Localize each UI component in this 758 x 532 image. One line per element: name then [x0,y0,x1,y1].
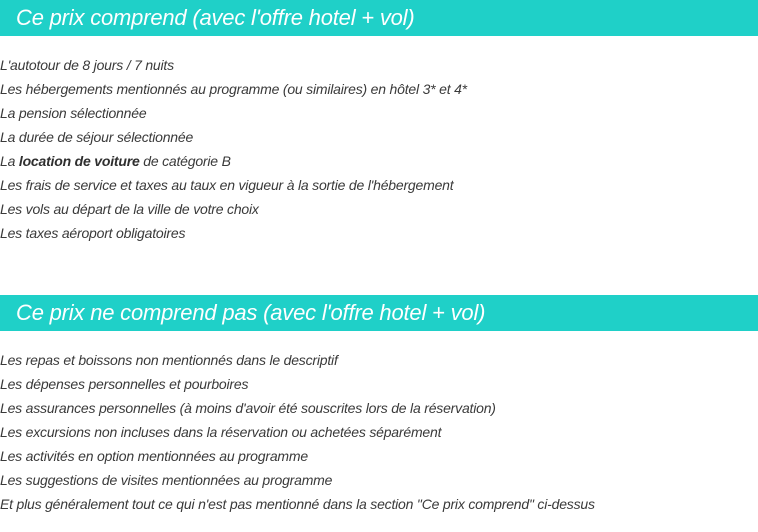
included-section-header [0,0,758,36]
list-item: Les excursions non incluses dans la réservation ou achetées séparément [0,424,442,440]
list-item: Les activités en option mentionnées au programme [0,448,308,464]
list-item: Les assurances personnelles (à moins d'avoir été souscrites lors de la réservation) [0,400,496,416]
list-item: La pension sélectionnée [0,105,147,121]
list-item: Les dépenses personnelles et pourboires [0,376,249,392]
excluded-list [0,348,595,516]
list-item: L'autotour de 8 jours / 7 nuits [0,57,174,73]
excluded-section-header [0,295,758,331]
list-item-car-rental [0,149,467,173]
list-item: Les hébergements mentionnés au programme (ou similaires) en hôtel 3* et 4* [0,81,467,97]
excluded-section-title: Ce prix ne comprend pas (avec l'offre hotel + vol) [16,300,486,325]
list-item: Les repas et boissons non mentionnés dans le descriptif [0,352,338,368]
list-item: Les vols au départ de la ville de votre choix [0,201,259,217]
included-section-title: Ce prix comprend (avec l'offre hotel + vol) [16,5,415,30]
list-item: Les frais de service et taxes au taux en vigueur à la sortie de l'hébergement [0,177,454,193]
car-rental-prefix: La [0,153,19,169]
car-rental-suffix: de catégorie B [139,153,231,169]
list-item: Et plus généralement tout ce qui n'est pas mentionné dans la section "Ce prix comprend" ci-dessus [0,496,595,512]
list-item: Les taxes aéroport obligatoires [0,225,186,241]
list-item: Les suggestions de visites mentionnées au programme [0,472,333,488]
car-rental-highlight: location de voiture [18,153,140,169]
list-item: La durée de séjour sélectionnée [0,129,194,145]
included-list [0,53,467,245]
